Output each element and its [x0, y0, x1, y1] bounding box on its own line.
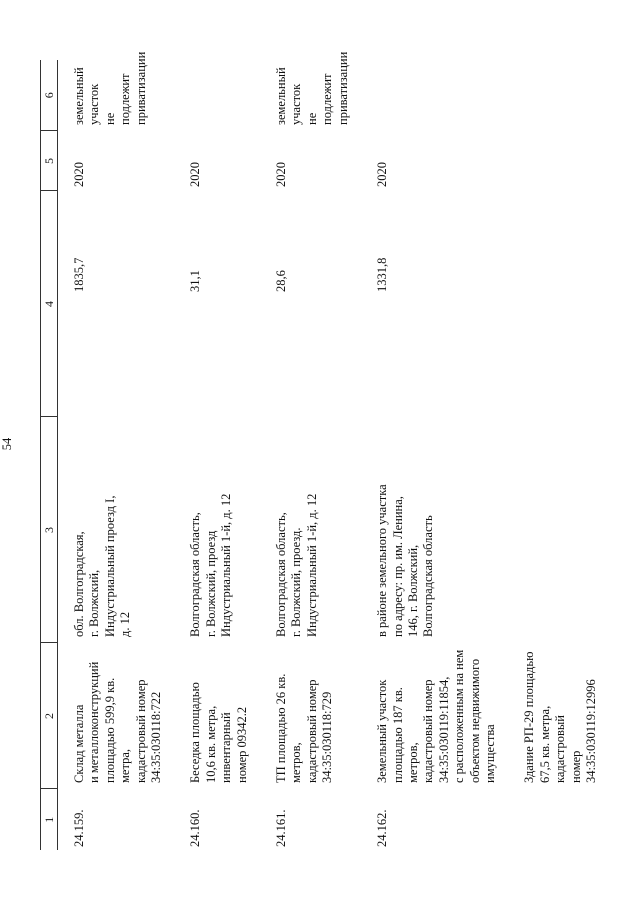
object-description: Земельный участок площадью 187 кв. метров, кадастровый номер 34:35:030119:11854, с расположенным на нем объектом недвижимого имущества	[375, 649, 497, 783]
object-note	[508, 60, 609, 131]
object-note: земельный участок не подлежит приватизации	[72, 51, 148, 125]
object-note	[174, 60, 260, 131]
object-area: 31,1	[188, 270, 203, 292]
object-year	[508, 131, 609, 191]
header-row	[41, 60, 58, 850]
object-area	[508, 191, 609, 417]
object-area: 1331,8	[375, 257, 390, 292]
row-number: 24.160.	[188, 809, 203, 847]
object-year: 2020	[274, 162, 289, 187]
column-header-5: 5	[41, 131, 58, 191]
row-number: 24.159.	[72, 809, 86, 847]
row-number	[508, 789, 609, 850]
object-year: 2020	[72, 162, 86, 187]
object-year: 2020	[188, 162, 203, 187]
row-number: 24.161.	[274, 809, 289, 847]
object-year: 2020	[375, 162, 390, 187]
table-row	[508, 60, 609, 850]
column-header-6: 6	[41, 60, 58, 131]
object-description: Здание РП-29 площадью 67,5 кв. метра, кадастровый номер 34:35:030119:12996	[522, 651, 598, 783]
object-address	[508, 417, 609, 643]
table-row	[260, 60, 361, 850]
object-address: Волгоградская область, г. Волжский, проезд Индустриальный 1-й, д. 12	[188, 493, 234, 637]
object-area: 1835,7	[72, 257, 86, 292]
column-header-1: 1	[41, 789, 58, 850]
table-row	[58, 60, 175, 850]
object-address: обл. Волгоградская, г. Волжский, Индустриальный проезд I, д. 12	[72, 495, 133, 637]
object-description: Беседка площадью 10,6 кв. метра, инвентарный номер 09342.2	[188, 682, 249, 783]
object-note: земельный участок не подлежит приватизации	[274, 51, 350, 125]
page-number: 54	[0, 437, 14, 451]
column-header-4: 4	[41, 191, 58, 417]
object-description: ТП площадью 26 кв. метров, кадастровый номер 34:35:030118:729	[274, 673, 335, 783]
object-area: 28,6	[274, 270, 289, 292]
object-address: Волгоградская область, г. Волжский, проезд. Индустриальный 1-й, д. 12	[274, 493, 319, 637]
table-body	[58, 51, 610, 850]
object-note	[361, 60, 508, 131]
column-header-3: 3	[41, 417, 58, 643]
row-number: 24.162.	[375, 809, 390, 847]
table-header	[41, 60, 58, 850]
table-row	[174, 60, 260, 850]
table-row	[361, 60, 508, 850]
object-address: в районе земельного участка по адресу: пр. им. Ленина, 146, г. Волжский, Волгоградская область	[375, 484, 436, 637]
property-table	[40, 51, 609, 850]
rotated-page-content	[0, 50, 600, 850]
column-header-2: 2	[41, 643, 58, 789]
object-description: Склад металла и металлоконструкций площадью 599,9 кв. метра, кадастровый номер 34:35:030118:722	[72, 661, 164, 783]
